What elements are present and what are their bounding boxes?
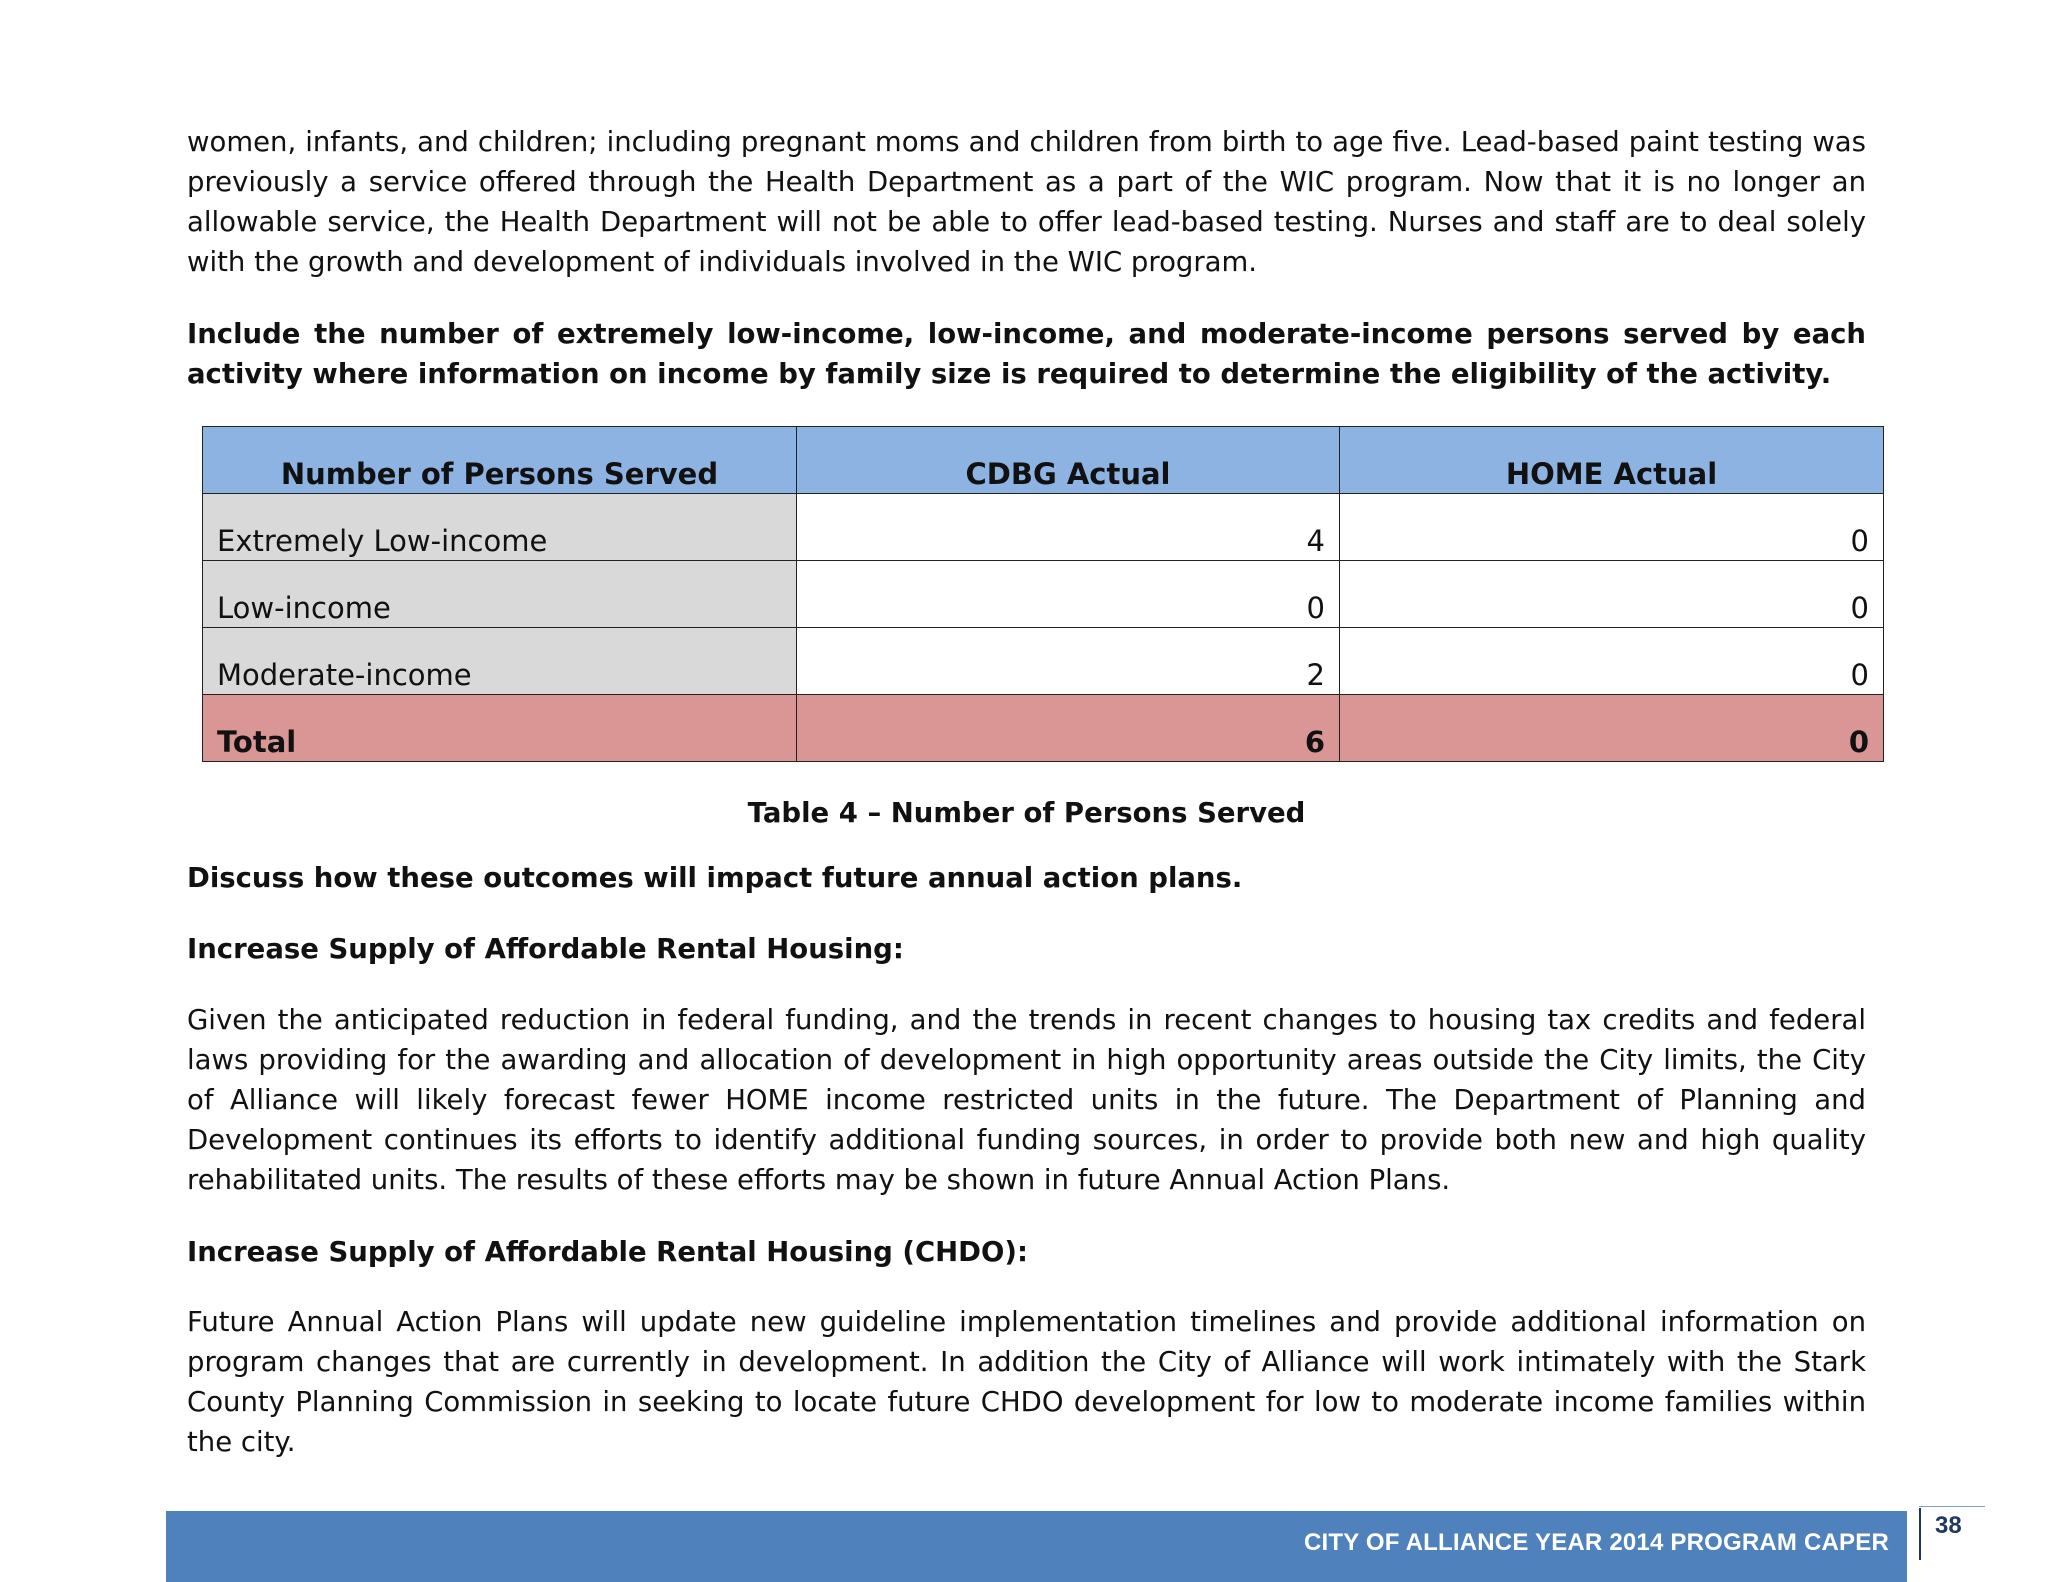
rental-housing-heading: Increase Supply of Affordable Rental Housing: <box>187 933 904 965</box>
header-cdbg-actual: CDBG Actual <box>797 427 1340 494</box>
total-label: Total <box>203 695 797 762</box>
table-row <box>203 628 1884 695</box>
table-caption: Table 4 – Number of Persons Served <box>747 797 1306 829</box>
total-home-value: 0 <box>1340 695 1884 762</box>
page-number: 38 <box>1935 1512 1962 1539</box>
rental-housing-paragraph: Given the anticipated reduction in federal funding, and the trends in recent changes to housing tax credits and federal laws providing for the awarding and allocation of development in high opportunity areas outside the City limits, the City of Alliance will likely forecast fewer HOME income restricted units in the future. The Department of Planning and Development continues its efforts to identify additional funding sources, in order to provide both new and high quality rehabilitated units. The results of these efforts may be shown in future Annual Action Plans. <box>187 1004 1866 1196</box>
footer-bar <box>166 1511 1907 1582</box>
paragraph-wic: women, infants, and children; including pregnant moms and children from birth to age five. Lead-based paint testing was previously a service offered through the Health Department as a part of the WIC program. Now that it is no longer an allowable service, the Health Department will not be able to offer lead-based testing. Nurses and staff are to deal solely with the growth and development of individuals involved in the WIC program. <box>187 126 1866 278</box>
row-label: Moderate-income <box>203 628 797 695</box>
footer-title: CITY OF ALLIANCE YEAR 2014 PROGRAM CAPER <box>1304 1529 1889 1556</box>
chdo-heading: Increase Supply of Affordable Rental Housing (CHDO): <box>187 1236 1028 1268</box>
row-label: Low-income <box>203 561 797 628</box>
instruction-heading: Include the number of extremely low-income, low-income, and moderate-income persons served by each activity where information on income by family size is required to determine the eligibility of the activity. <box>187 318 1866 390</box>
page-number-rule <box>1919 1506 1985 1507</box>
row-label: Extremely Low-income <box>203 494 797 561</box>
home-value: 0 <box>1340 628 1884 695</box>
home-value: 0 <box>1340 494 1884 561</box>
total-cdbg-value: 6 <box>797 695 1340 762</box>
table-header-row <box>203 427 1884 494</box>
table-row <box>203 561 1884 628</box>
chdo-paragraph: Future Annual Action Plans will update new guideline implementation timelines and provide additional information on program changes that are currently in development. In addition the City of Alliance will work intimately with the Stark County Planning Commission in seeking to locate future CHDO development for low to moderate income families within the city. <box>187 1306 1866 1458</box>
persons-served-table <box>202 426 1884 762</box>
cdbg-value: 2 <box>797 628 1340 695</box>
table-total-row <box>203 695 1884 762</box>
header-persons-served: Number of Persons Served <box>203 427 797 494</box>
cdbg-value: 0 <box>797 561 1340 628</box>
page-number-divider <box>1919 1508 1921 1560</box>
home-value: 0 <box>1340 561 1884 628</box>
discuss-heading: Discuss how these outcomes will impact future annual action plans. <box>187 862 1243 894</box>
cdbg-value: 4 <box>797 494 1340 561</box>
table-row <box>203 494 1884 561</box>
header-home-actual: HOME Actual <box>1340 427 1884 494</box>
